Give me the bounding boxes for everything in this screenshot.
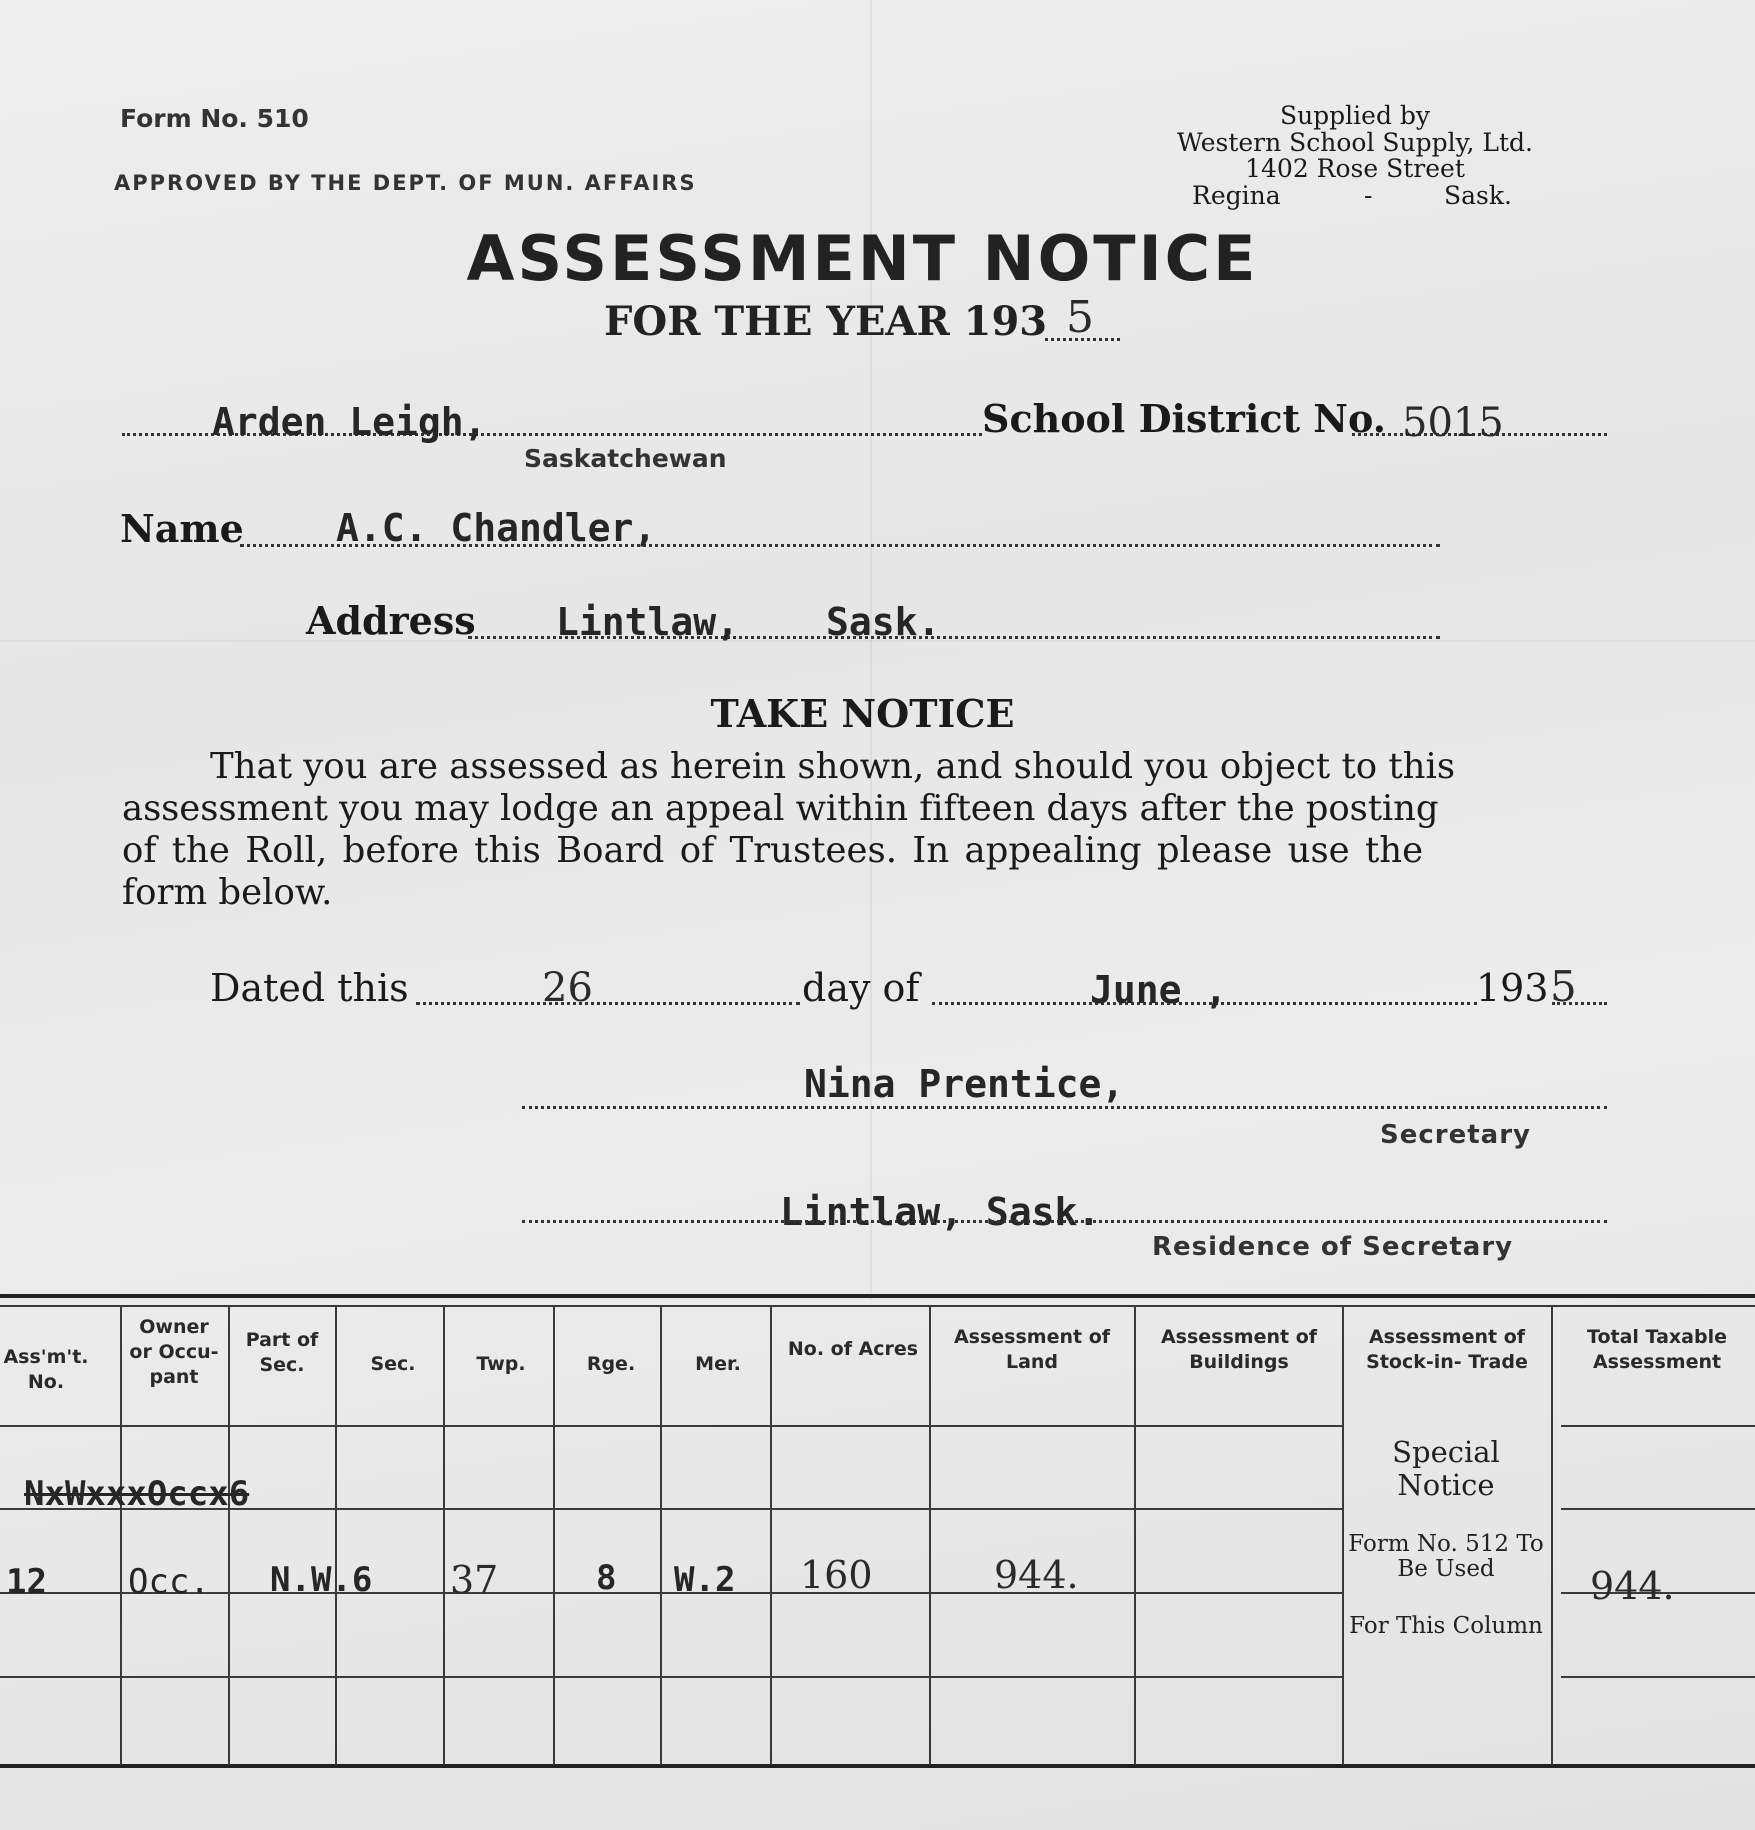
- supplier-city: Regina: [1192, 181, 1281, 210]
- residence-dotted-line: [522, 1220, 1607, 1223]
- district-number-label: School District No.: [982, 396, 1386, 441]
- cell-land: 944.: [994, 1553, 1079, 1597]
- row-rule: [1561, 1425, 1755, 1427]
- cell-mer: W.2: [674, 1560, 736, 1600]
- cell-part-of-sec: N.W.6: [270, 1560, 373, 1600]
- district-name: Arden Leigh,: [212, 400, 487, 444]
- column-divider: [1342, 1305, 1344, 1765]
- year-label: FOR THE YEAR 193: [604, 298, 1048, 345]
- cell-owner: Occ.: [128, 1562, 210, 1602]
- supplier-name: Western School Supply, Ltd.: [1177, 128, 1533, 157]
- dated-day: 26: [542, 965, 593, 1011]
- column-divider: [228, 1305, 230, 1765]
- header-part-of-sec: Part of Sec.: [245, 1329, 319, 1376]
- header-land: Assessment of Land: [953, 1326, 1111, 1373]
- row-rule: [0, 1425, 1342, 1427]
- row-rule: [1561, 1508, 1755, 1510]
- row-rule: [0, 1676, 1342, 1678]
- struck-entry: NxWxxxOccx6: [24, 1474, 250, 1514]
- header-buildings: Assessment of Buildings: [1160, 1326, 1318, 1373]
- header-sec: Sec.: [370, 1353, 416, 1375]
- secretary-dotted-line: [522, 1106, 1607, 1109]
- secretary-residence: Lintlaw, Sask.: [780, 1190, 1101, 1234]
- cell-twp: 37: [450, 1558, 499, 1602]
- residence-label: Residence of Secretary: [1152, 1232, 1514, 1262]
- notice-line: That you are assessed as herein shown, and should you object to this: [210, 746, 1456, 787]
- header-twp: Twp.: [476, 1353, 526, 1375]
- notice-line: form below.: [122, 872, 333, 913]
- column-divider: [120, 1305, 122, 1765]
- supplier-line: Supplied by: [1279, 101, 1431, 130]
- header-assmt-no: Ass'm't. No.: [3, 1346, 89, 1393]
- cell-assmt-no: 12: [6, 1562, 47, 1602]
- header-acres: No. of Acres: [787, 1338, 919, 1360]
- address-town: Lintlaw,: [556, 600, 740, 644]
- dated-day-dotted-line: [416, 1002, 800, 1005]
- header-rge: Rge.: [586, 1353, 636, 1375]
- column-divider: [770, 1305, 772, 1765]
- year-value: 5: [1066, 292, 1094, 343]
- column-divider: [335, 1305, 337, 1765]
- header-stock: Assessment of Stock-in- Trade: [1366, 1326, 1528, 1373]
- name-label: Name: [120, 506, 244, 551]
- dated-label: Dated this: [210, 966, 409, 1010]
- special-notice-form-ref: Form No. 512 To Be Used: [1348, 1531, 1544, 1582]
- column-divider: [443, 1305, 445, 1765]
- header-owner: Owner or Occu- pant: [129, 1316, 219, 1388]
- district-number: 5015: [1402, 400, 1504, 446]
- table-bottom-rule: [0, 1764, 1755, 1768]
- supplier-dash: -: [1364, 181, 1373, 210]
- cell-total: 944.: [1590, 1564, 1675, 1608]
- header-total: Total Taxable Assessment: [1587, 1326, 1727, 1373]
- form-number: Form No. 510: [120, 104, 309, 133]
- dated-year-dotted-line: [1552, 1002, 1607, 1005]
- table-top-rule: [0, 1305, 1755, 1307]
- dated-year-value: 5: [1550, 962, 1577, 1011]
- supplier-street: 1402 Rose Street: [1245, 154, 1465, 183]
- notice-line: assessment you may lodge an appeal within fifteen days after the posting: [122, 788, 1439, 829]
- supplier-province: Sask.: [1444, 181, 1512, 210]
- province-label: Saskatchewan: [524, 444, 727, 473]
- special-notice-title: Special Notice: [1392, 1435, 1500, 1502]
- column-divider: [1134, 1305, 1136, 1765]
- column-divider: [929, 1305, 931, 1765]
- special-notice-column-note: For This Column: [1349, 1613, 1543, 1639]
- secretary-label: Secretary: [1380, 1120, 1531, 1150]
- recipient-name: A.C. Chandler,: [336, 506, 657, 550]
- take-notice-heading: TAKE NOTICE: [710, 691, 1015, 736]
- table-top-rule: [0, 1294, 1755, 1298]
- cell-acres: 160: [800, 1553, 873, 1597]
- dated-year-label: 193: [1476, 966, 1549, 1010]
- page-title: ASSESSMENT NOTICE: [466, 222, 1259, 295]
- cell-rge: 8: [596, 1558, 617, 1598]
- address-province: Sask.: [826, 600, 941, 644]
- dated-month: June ,: [1090, 968, 1228, 1012]
- address-label: Address: [306, 598, 476, 643]
- day-of-label: day of: [802, 966, 920, 1010]
- column-divider: [553, 1305, 555, 1765]
- column-divider: [1551, 1305, 1553, 1765]
- row-rule: [1561, 1676, 1755, 1678]
- approval-line: APPROVED BY THE DEPT. OF MUN. AFFAIRS: [114, 171, 697, 195]
- secretary-name: Nina Prentice,: [804, 1062, 1125, 1106]
- header-mer: Mer.: [695, 1353, 741, 1375]
- notice-line: of the Roll, before this Board of Trustees. In appealing please use the: [122, 830, 1424, 871]
